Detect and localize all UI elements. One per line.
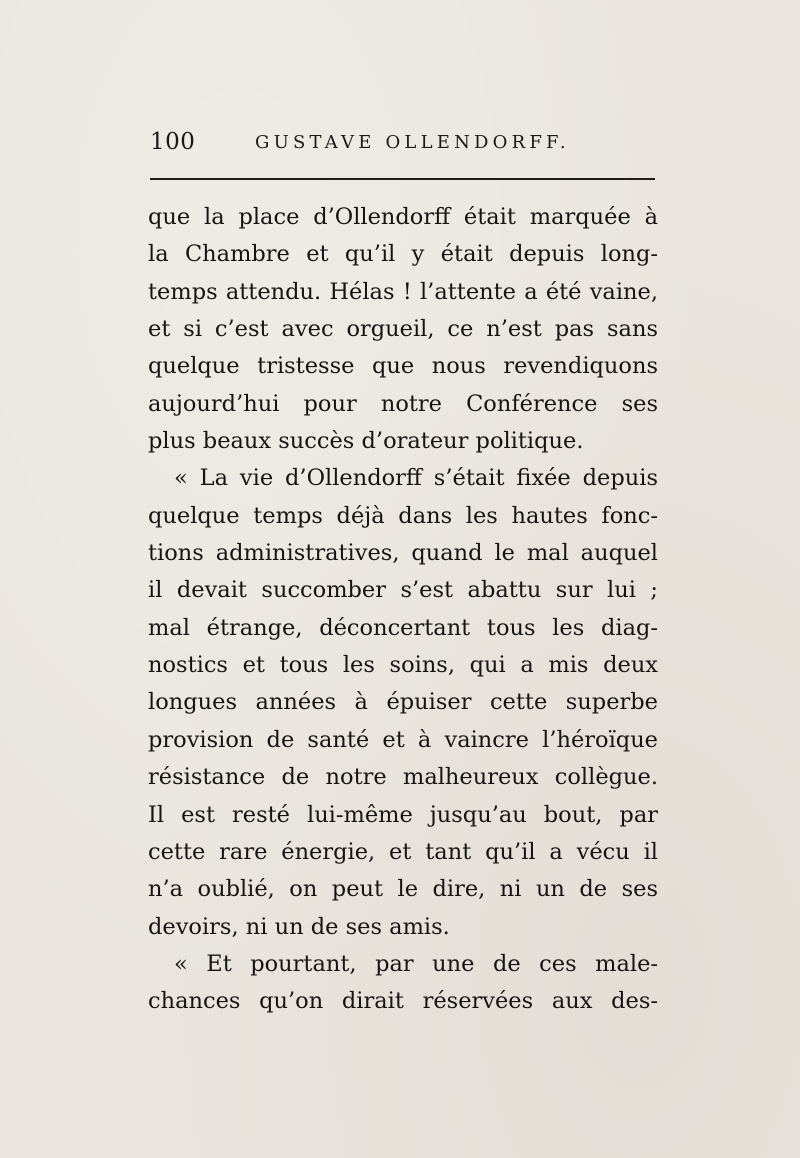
text-line: aujourd’hui pour notre Conférence ses: [148, 390, 658, 417]
text-line: Il est resté lui-même jusqu’au bout, par: [148, 801, 658, 828]
text-line: la Chambre et qu’il y était depuis long-: [148, 241, 658, 268]
text-line: tions administratives, quand le mal auquel: [148, 540, 658, 567]
running-head: [150, 122, 655, 162]
text-line: nostics et tous les soins, qui a mis deux: [148, 652, 658, 679]
text-line: et si c’est avec orgueil, ce n’est pas sans: [148, 316, 658, 343]
text-line: plus beaux succès d’orateur politique.: [148, 428, 584, 455]
running-title: GUSTAVE OLLENDORFF.: [255, 132, 570, 153]
text-line: mal étrange, déconcertant tous les diag-: [148, 614, 658, 641]
header-rule: [150, 178, 655, 180]
page-number: 100: [150, 129, 196, 155]
text-line: quelque tristesse que nous revendiquons: [148, 353, 658, 380]
text-line: longues années à épuiser cette superbe: [148, 689, 658, 716]
text-line: il devait succomber s’est abattu sur lui ;: [148, 577, 658, 604]
text-line: temps attendu. Hélas ! l’attente a été vaine,: [148, 278, 658, 305]
paragraph-start-line: « La vie d’Ollendorff s’était fixée depuis: [174, 465, 658, 492]
text-line: quelque temps déjà dans les hautes fonc-: [148, 502, 658, 529]
body-text: [148, 199, 658, 1021]
text-line: cette rare énergie, et tant qu’il a vécu il: [148, 838, 658, 865]
text-line: devoirs, ni un de ses amis.: [148, 913, 450, 940]
text-line: que la place d’Ollendorff était marquée à: [148, 204, 658, 230]
text-line: résistance de notre malheureux collègue.: [148, 764, 658, 791]
text-line: provision de santé et à vaincre l’héroïque: [148, 726, 658, 753]
paragraph-start-line: « Et pourtant, par une de ces male-: [174, 950, 658, 977]
text-line: n’a oublié, on peut le dire, ni un de ses: [148, 876, 658, 903]
text-line: chances qu’on dirait réservées aux des-: [148, 988, 658, 1015]
